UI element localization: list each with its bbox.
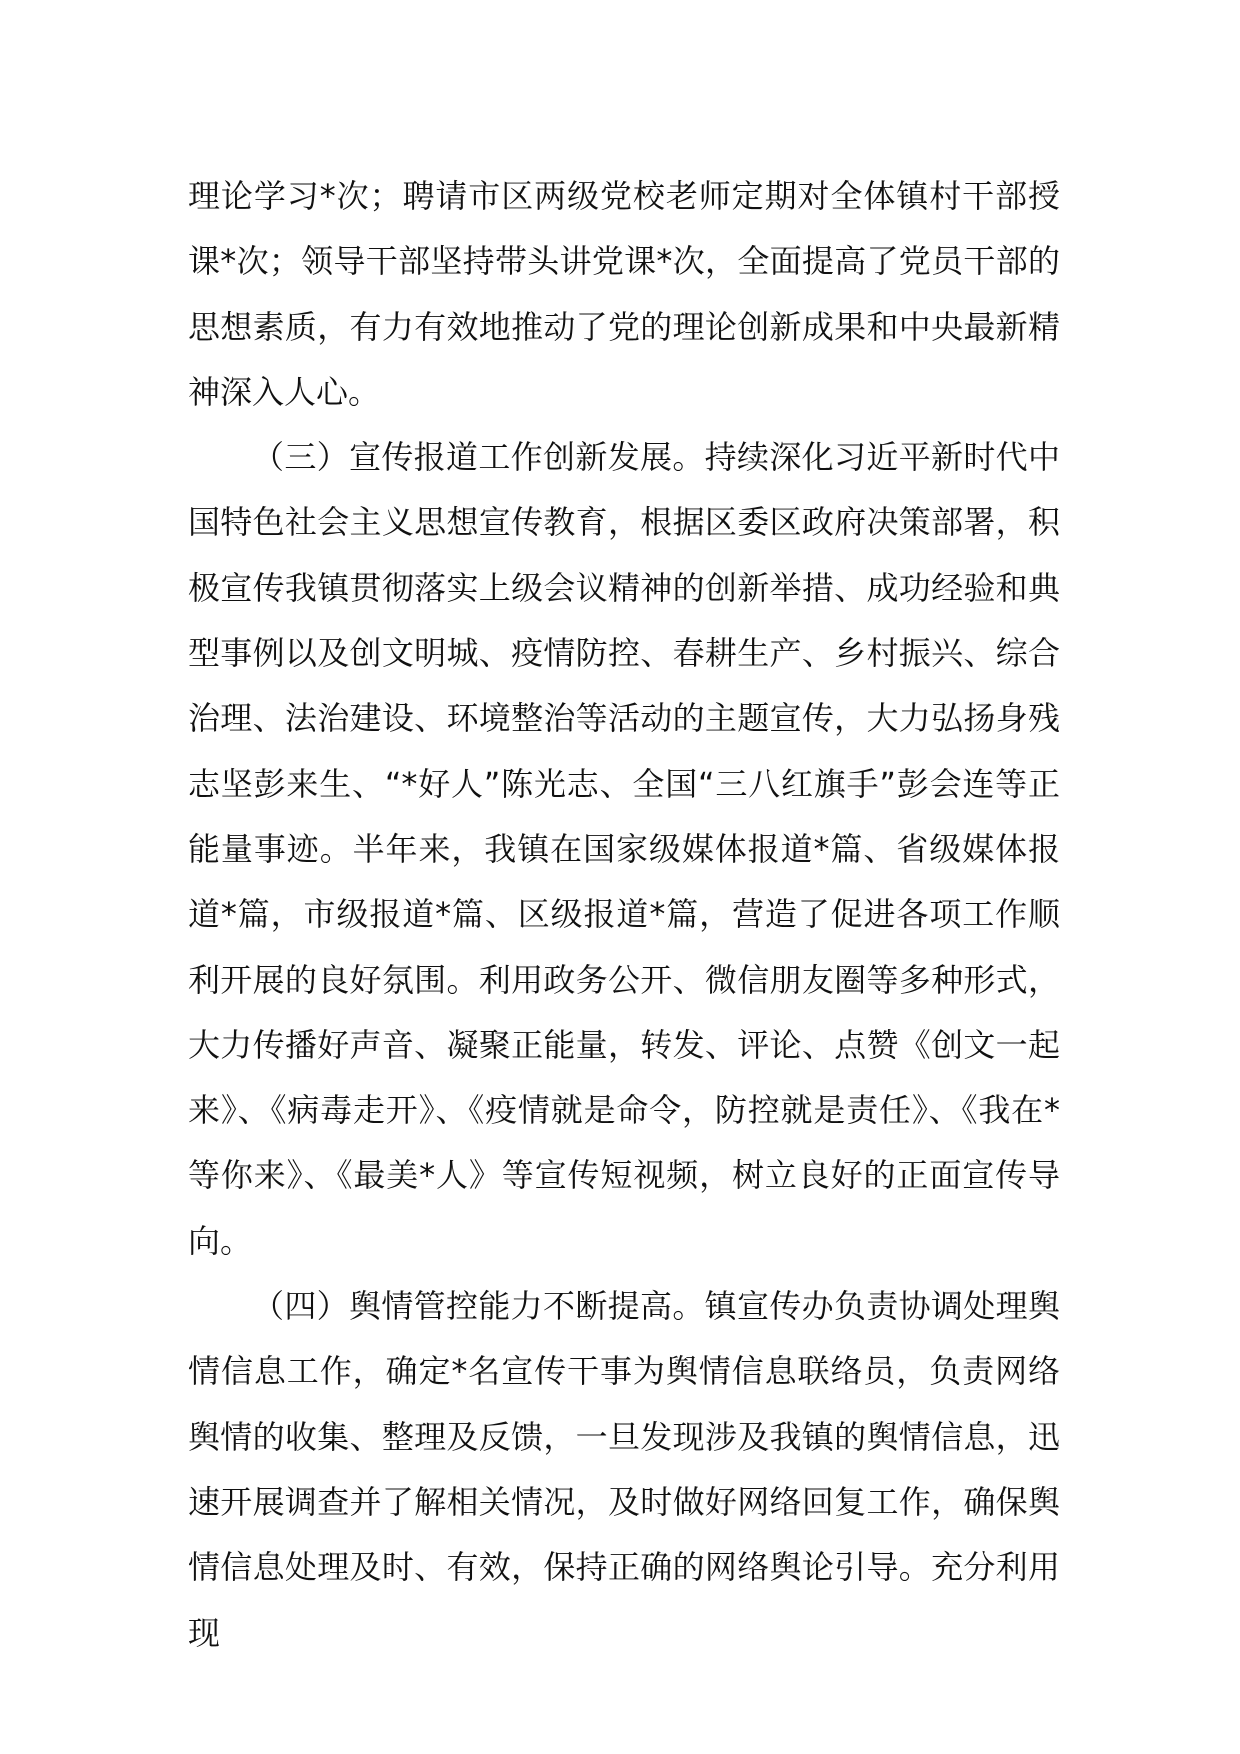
paragraph-theory-study: 理论学习*次；聘请市区两级党校老师定期对全体镇村干部授课*次；领导干部坚持带头讲党课*次，全面提高了党员干部的思想素质，有力有效地推动了党的理论创新成果和中央最新精神深入人心。 xyxy=(188,177,1060,411)
document-page xyxy=(188,164,1060,1666)
paragraph-public-opinion-control: （四）舆情管控能力不断提高。镇宣传办负责协调处理舆情信息工作，确定*名宣传干事为舆情信息联络员，负责网络舆情的收集、整理及反馈，一旦发现涉及我镇的舆情信息，迅速开展调查并了解相关情况，及时做好网络回复工作，确保舆情信息处理及时、有效，保持正确的网络舆论引导。充分利用现 xyxy=(188,1287,1060,1652)
paragraph-publicity-reporting: （三）宣传报道工作创新发展。持续深化习近平新时代中国特色社会主义思想宣传教育，根据区委区政府决策部署，积极宣传我镇贯彻落实上级会议精神的创新举措、成功经验和典型事例以及创文明城、疫情防控、春耕生产、乡村振兴、综合治理、法治建设、环境整治等活动的主题宣传，大力弘扬身残志坚彭来生、“*好人”陈光志、全国“三八红旗手”彭会连等正能量事迹。半年来，我镇在国家级媒体报道*篇、省级媒体报道*篇，市级报道*篇、区级报道*篇，营造了促进各项工作顺利开展的良好氛围。利用政务公开、微信朋友圈等多种形式，大力传播好声音、凝聚正能量，转发、评论、点赞《创文一起来》、《病毒走开》、《疫情就是命令，防控就是责任》、《我在*等你来》、《最美*人》等宣传短视频，树立良好的正面宣传导向。 xyxy=(188,438,1060,1260)
